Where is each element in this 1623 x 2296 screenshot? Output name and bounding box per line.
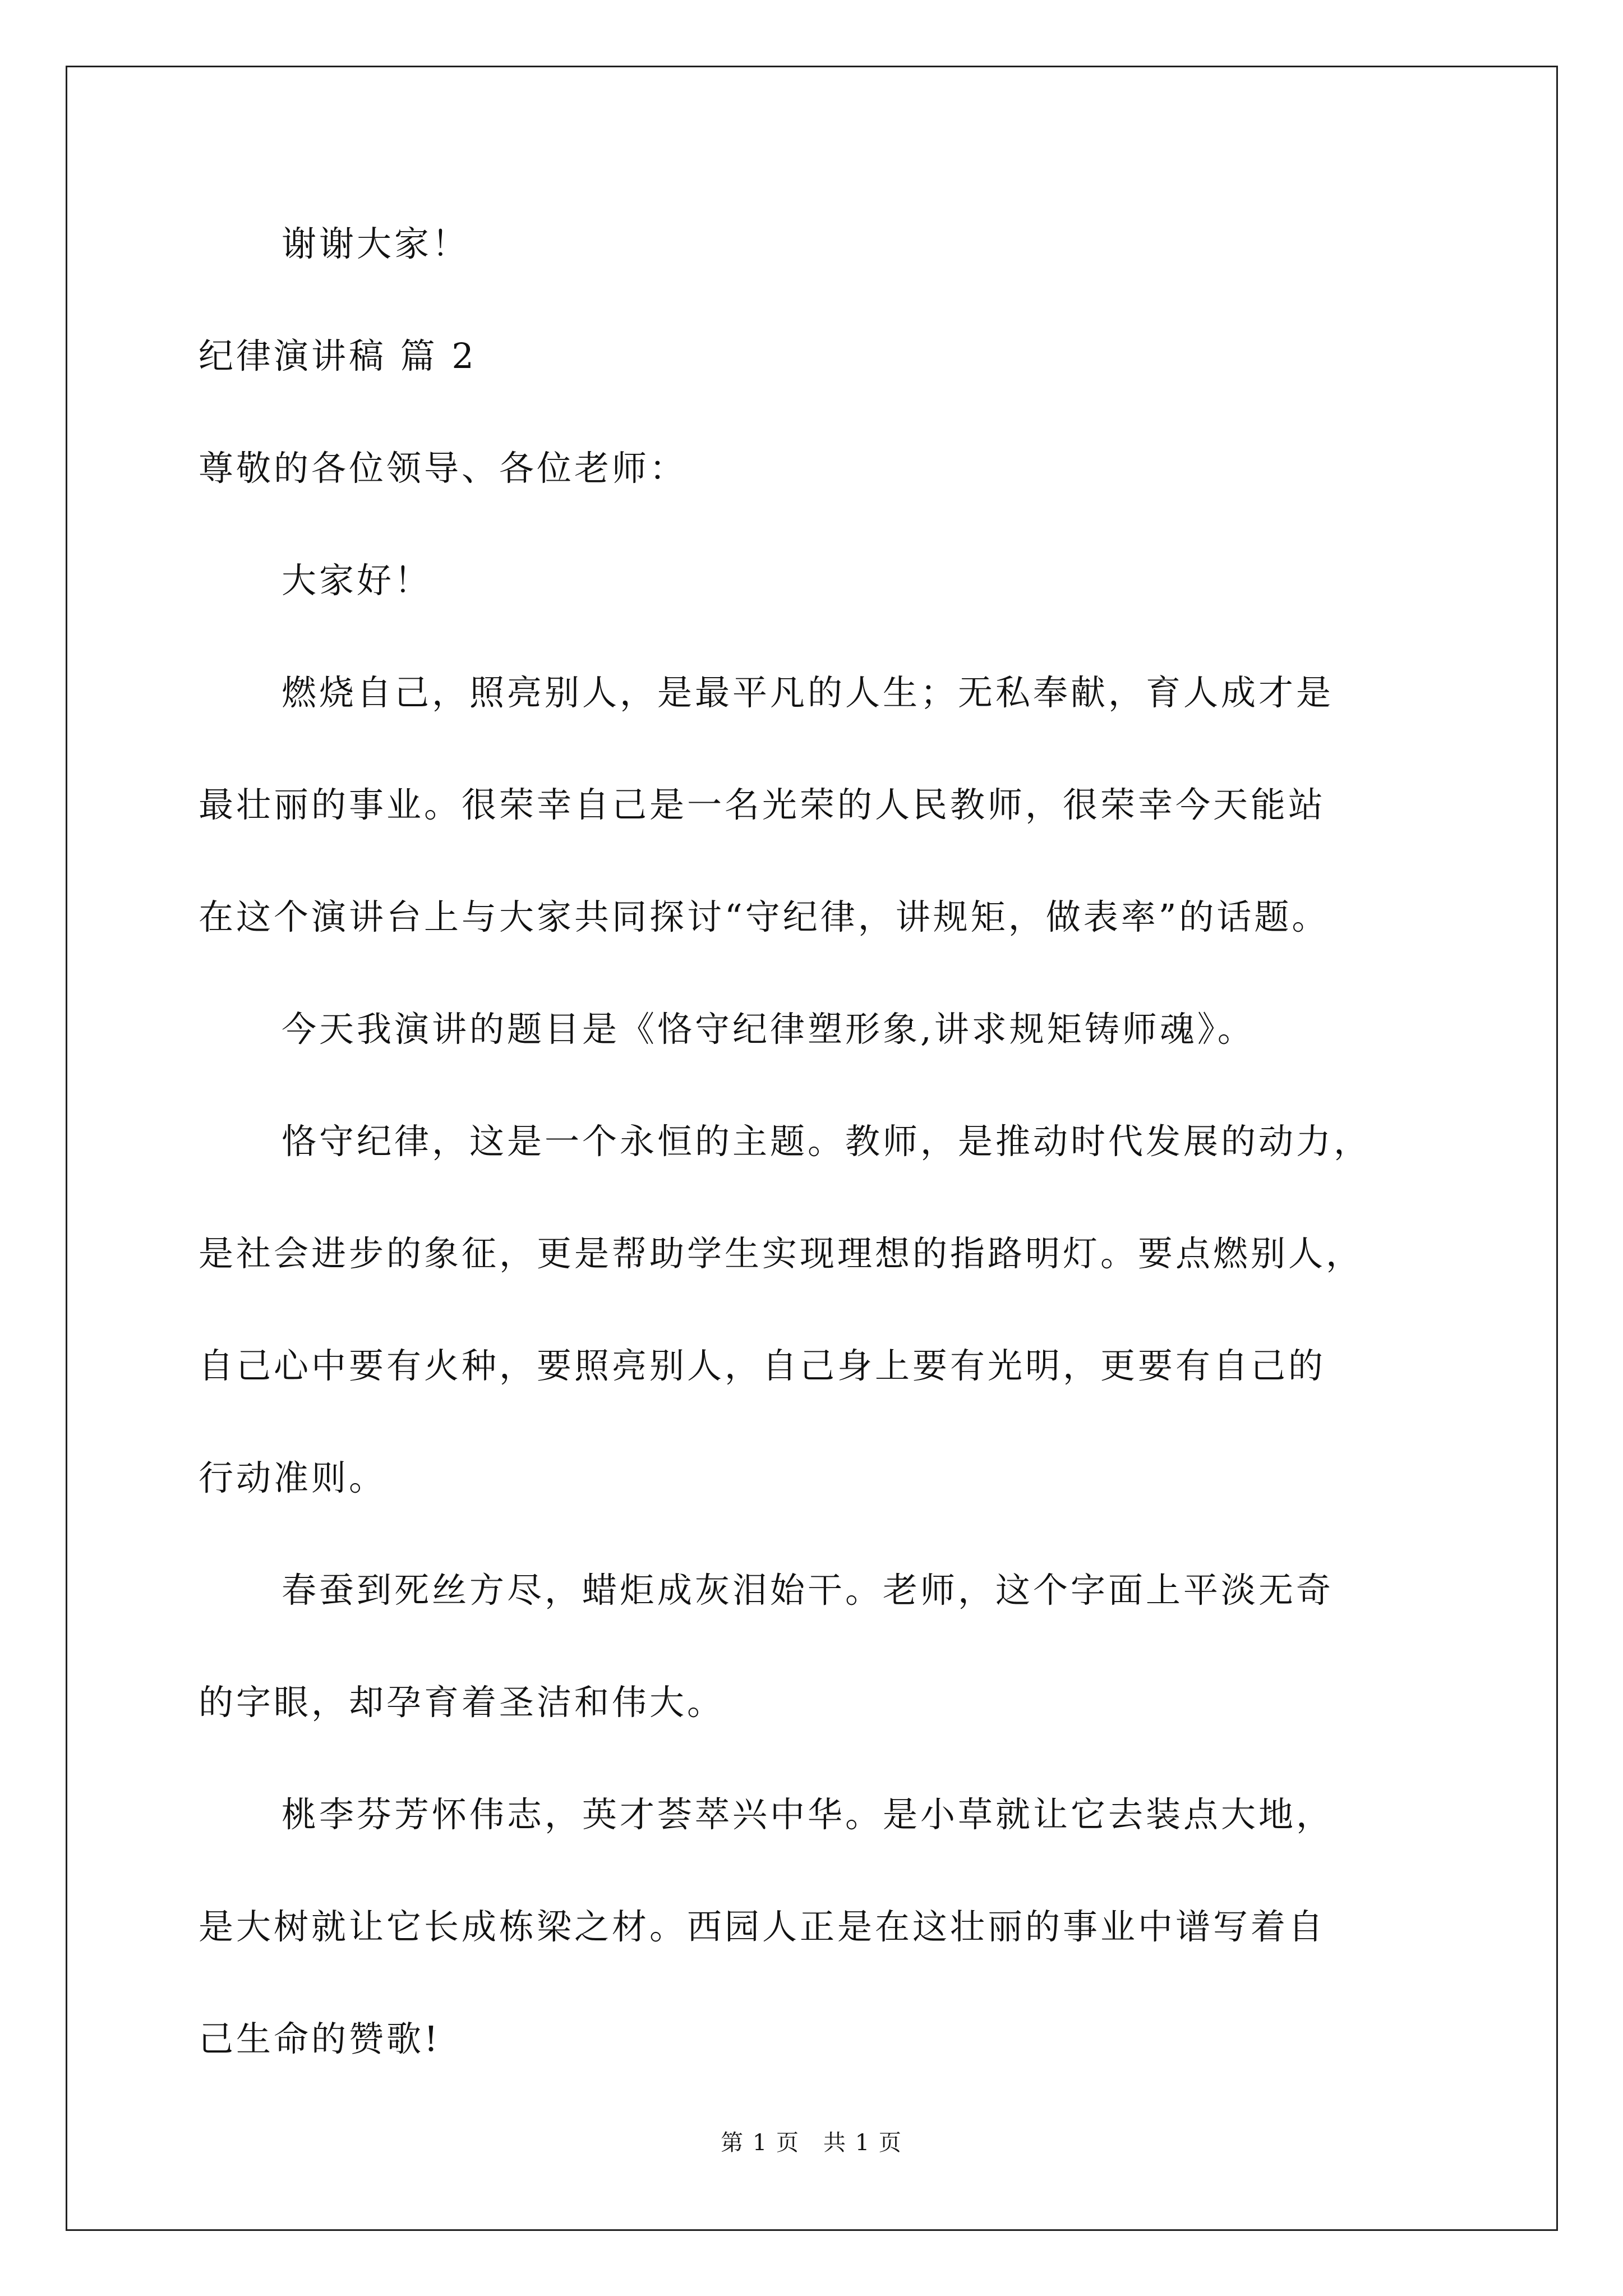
paragraph-line: 是社会进步的象征，更是帮助学生实现理想的指路明灯。要点燃别人，: [199, 1233, 1364, 1274]
page-number-footer: 第 1 页 共 1 页: [721, 2130, 902, 2156]
speech-title-line: 今天我演讲的题目是《恪守纪律塑形象,讲求规矩铸师魂》。: [282, 1009, 1255, 1050]
section-heading: 纪律演讲稿 篇 2: [199, 335, 477, 376]
paragraph-line: 恪守纪律，这是一个永恒的主题。教师，是推动时代发展的动力，: [282, 1121, 1372, 1162]
closing-thanks: 谢谢大家！: [282, 223, 470, 264]
paragraph-line: 己生命的赞歌!: [199, 2018, 441, 2059]
paragraph-line: 桃李芬芳怀伟志，英才荟萃兴中华。是小草就让它去装点大地，: [282, 1794, 1334, 1835]
paragraph-line: 行动准则。: [199, 1457, 387, 1498]
greeting: 大家好！: [282, 560, 432, 601]
paragraph-line: 春蚕到死丝方尽，蜡炬成灰泪始干。老师，这个字面上平淡无奇: [282, 1570, 1334, 1611]
paragraph-line: 燃烧自己，照亮别人，是最平凡的人生；无私奉献，育人成才是: [282, 672, 1334, 713]
paragraph-line: 最壮丽的事业。很荣幸自己是一名光荣的人民教师，很荣幸今天能站: [199, 784, 1326, 825]
salutation: 尊敬的各位领导、各位老师：: [199, 448, 688, 489]
paragraph-line: 是大树就让它长成栋梁之材。西园人正是在这壮丽的事业中谱写着自: [199, 1906, 1326, 1947]
paragraph-line: 的字眼，却孕育着圣洁和伟大。: [199, 1682, 725, 1723]
paragraph-line: 自己心中要有火种，要照亮别人，自己身上要有光明，更要有自己的: [199, 1345, 1326, 1386]
paragraph-line: 在这个演讲台上与大家共同探讨“守纪律，讲规矩，做表率”的话题。: [199, 896, 1330, 937]
